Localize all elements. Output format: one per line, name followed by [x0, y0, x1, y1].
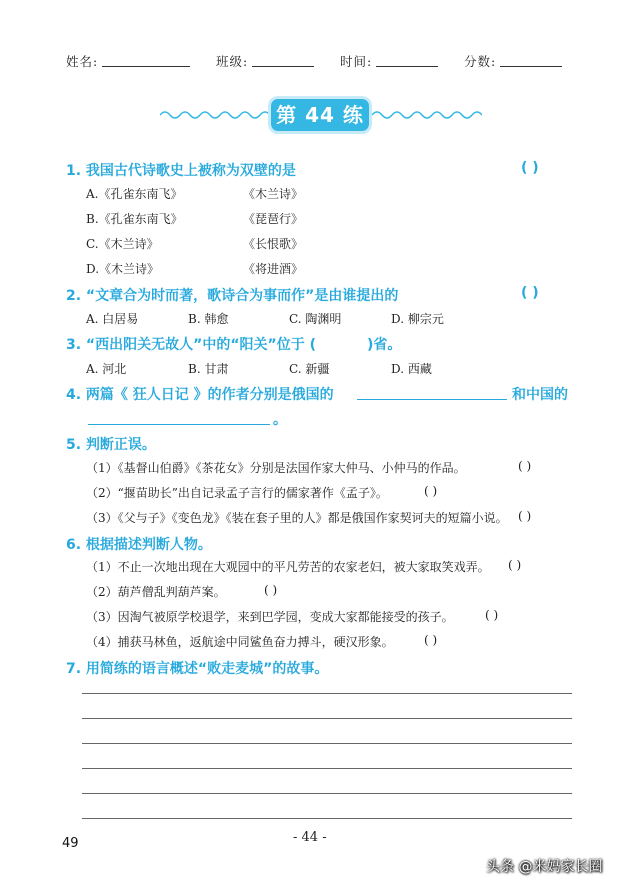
writing-line-1[interactable] — [82, 693, 572, 694]
q6-item-3: （3）因淘气被原学校退学，来到巴学园，变成大家都能接受的孩子。 — [86, 610, 454, 624]
q6-answer-3[interactable]: ( ) — [485, 608, 499, 622]
writing-line-6[interactable] — [82, 818, 572, 819]
q2-option-a: A. 白居易 — [86, 312, 139, 326]
q1-option-c-1: C.《木兰诗》 — [86, 237, 159, 251]
q1-option-a-2: 《木兰诗》 — [243, 187, 304, 201]
q1-option-b-1: B.《孔雀东南飞》 — [86, 212, 183, 226]
q1-option-d-2: 《将进酒》 — [243, 262, 304, 276]
question-2-answer[interactable]: ( ) — [521, 285, 539, 301]
class-field[interactable] — [252, 66, 314, 67]
question-4-text-mid: 和中国的 — [512, 387, 568, 403]
wave-decoration-right — [372, 108, 482, 122]
q6-item-1: （1）不止一次地出现在大观园中的平凡劳苦的农家老妇，被大家取笑戏弄。 — [86, 560, 490, 574]
q3-option-a: A. 河北 — [86, 362, 127, 376]
q4-blank-2[interactable] — [88, 424, 270, 425]
corner-number: 49 — [62, 836, 79, 851]
question-5-text: 5. 判断正误。 — [66, 437, 156, 453]
name-field[interactable] — [102, 66, 190, 67]
q3-option-b: B. 甘肃 — [188, 362, 229, 376]
score-field[interactable] — [500, 66, 562, 67]
name-label: 姓名: — [66, 54, 99, 69]
time-label: 时间: — [340, 54, 373, 69]
q5-item-1: （1）《基督山伯爵》《茶花女》分别是法国作家大仲马、小仲马的作品。 — [86, 461, 466, 475]
page-number: - 44 - — [293, 830, 327, 845]
q1-option-d-1: D.《木兰诗》 — [86, 262, 160, 276]
question-7-text: 7. 用简练的语言概述“败走麦城”的故事。 — [66, 661, 329, 677]
q5-item-3: （3）《父与子》《变色龙》《装在套子里的人》都是俄国作家契诃夫的短篇小说。 — [86, 511, 508, 525]
question-3-text-end: )省。 — [367, 337, 402, 353]
wave-decoration-left — [160, 108, 270, 122]
writing-line-4[interactable] — [82, 768, 572, 769]
score-label: 分数: — [464, 54, 497, 69]
time-field[interactable] — [376, 66, 438, 67]
watermark: 头条 @米妈家长圈 — [486, 859, 603, 875]
q2-option-b: B. 韩愈 — [188, 312, 229, 326]
question-6-text: 6. 根据描述判断人物。 — [66, 537, 212, 553]
q2-option-d: D. 柳宗元 — [391, 312, 444, 326]
q6-answer-1[interactable]: ( ) — [508, 558, 522, 572]
writing-line-2[interactable] — [82, 718, 572, 719]
q1-option-a-1: A.《孔雀东南飞》 — [86, 187, 183, 201]
q6-item-2: （2）葫芦僧乱判葫芦案。 — [86, 585, 226, 599]
q4-blank-1[interactable] — [357, 399, 507, 400]
class-label: 班级: — [216, 54, 249, 69]
q3-option-d: D. 西藏 — [391, 362, 432, 376]
q6-answer-2[interactable]: ( ) — [264, 583, 278, 597]
question-1-text: 1. 我国古代诗歌史上被称为双壁的是 — [66, 163, 296, 179]
q5-item-2: （2）“揠苗助长”出自记录孟子言行的儒家著作《孟子》。 — [86, 486, 388, 500]
q5-answer-1[interactable]: ( ) — [518, 459, 532, 473]
question-4-text-end: 。 — [273, 412, 287, 428]
q1-option-c-2: 《长恨歌》 — [243, 237, 304, 251]
q1-option-b-2: 《琵琶行》 — [243, 212, 304, 226]
q2-option-c: C. 陶渊明 — [289, 312, 342, 326]
writing-line-5[interactable] — [82, 793, 572, 794]
question-1-answer[interactable]: ( ) — [521, 160, 539, 176]
question-4-text: 4. 两篇《 狂人日记 》的作者分别是俄国的 — [66, 387, 334, 403]
q3-option-c: C. 新疆 — [289, 362, 330, 376]
question-3-text: 3. “西出阳关无故人”中的“阳关”位于 ( — [66, 337, 317, 353]
page-title: 第 44 练 — [271, 99, 369, 131]
q6-answer-4[interactable]: ( ) — [424, 633, 438, 647]
q6-item-4: （4）捕获马林鱼，返航途中同鲨鱼奋力搏斗，硬汉形象。 — [86, 635, 394, 649]
q5-answer-2[interactable]: ( ) — [424, 484, 438, 498]
question-2-text: 2. “文章合为时而著，歌诗合为事而作”是由谁提出的 — [66, 288, 399, 304]
q5-answer-3[interactable]: ( ) — [518, 509, 532, 523]
writing-line-3[interactable] — [82, 743, 572, 744]
